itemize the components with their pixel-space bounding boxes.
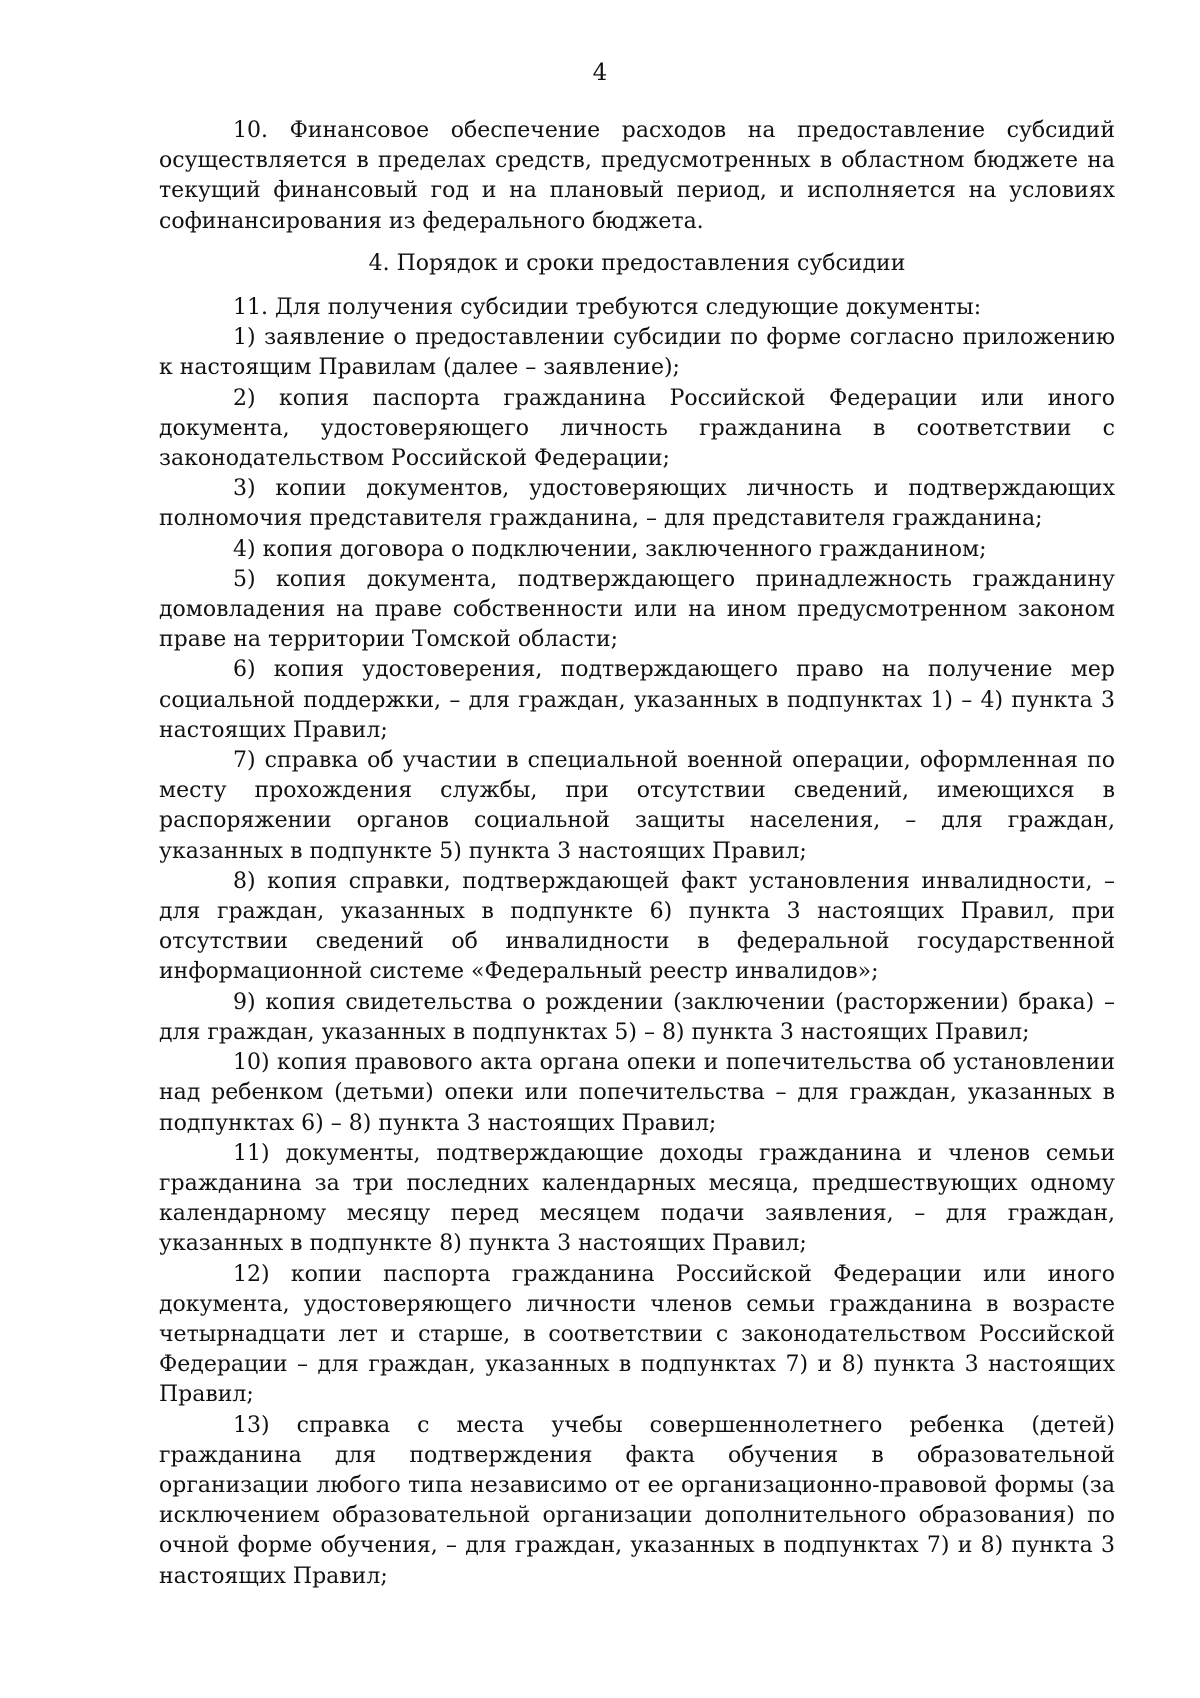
list-item-11: 11) документы, подтверждающие доходы гражданина и членов семьи гражданина за три последних календарных месяца, предшествующих одному календарному месяцу перед месяцем подачи заявления, – для граждан, указанных в подпункте 8) пункта 3 настоящих Правил; xyxy=(159,1140,1115,1257)
page-number: 4 xyxy=(592,60,608,86)
section-heading: 4. Порядок и сроки предоставления субсидии xyxy=(368,250,906,276)
list-item-2: 2) копия паспорта гражданина Российской Федерации или иного документа, удостоверяющего личность гражданина в соответствии с законодательством Российской Федерации; xyxy=(159,385,1115,472)
list-item-13: 13) справка с места учебы совершеннолетнего ребенка (детей) гражданина для подтверждения факта обучения в образовательной организации любого типа независимо от ее организационно-правовой формы (за исключением образовательной организации дополнительного образования) по очной форме обучения, – для граждан, указанных в подпунктах 7) и 8) пункта 3 настоящих Правил; xyxy=(159,1412,1115,1589)
document-body xyxy=(159,116,1115,1592)
list-item-12: 12) копии паспорта гражданина Российской Федерации или иного документа, удостоверяющего личности членов семьи гражданина в возрасте четырнадцати лет и старше, в соответствии с законодательством Российской Федерации – для граждан, указанных в подпунктах 7) и 8) пункта 3 настоящих Правил; xyxy=(159,1261,1115,1408)
list-item-6: 6) копия удостоверения, подтверждающего право на получение мер социальной поддержки, – для граждан, указанных в подпунктах 1) – 4) пункта 3 настоящих Правил; xyxy=(159,657,1115,743)
paragraph-11: 11. Для получения субсидии требуются следующие документы: xyxy=(233,295,982,321)
list-item-8: 8) копия справки, подтверждающей факт установления инвалидности, – для граждан, указанных в подпункте 6) пункта 3 настоящих Правил, при отсутствии сведений об инвалидности в федеральной государственной информационной системе «Федеральный реестр инвалидов»; xyxy=(159,868,1115,985)
list-item-9: 9) копия свидетельства о рождении (заключении (расторжении) брака) – для граждан, указанных в подпунктах 5) – 8) пункта 3 настоящих Правил; xyxy=(159,989,1115,1045)
list-item-5: 5) копия документа, подтверждающего принадлежность гражданину домовладения на праве собственности или на ином предусмотренном законом праве на территории Томской области; xyxy=(159,566,1115,653)
list-item-1: 1) заявление о предоставлении субсидии по форме согласно приложению к настоящим Правилам (далее – заявление); xyxy=(159,325,1115,381)
list-item-3: 3) копии документов, удостоверяющих личность и подтверждающих полномочия представителя гражданина, – для представителя гражданина; xyxy=(159,476,1115,532)
list-item-10: 10) копия правового акта органа опеки и попечительства об установлении над ребенком (детьми) опеки или попечительства – для граждан, указанных в подпунктах 6) – 8) пункта 3 настоящих Правил; xyxy=(159,1050,1115,1136)
list-item-4: 4) копия договора о подключении, заключенного гражданином; xyxy=(233,536,987,562)
paragraph-10: 10. Финансовое обеспечение расходов на предоставление субсидий осуществляется в пределах средств, предусмотренных в областном бюджете на текущий финансовый год и на плановый период, и исполняется на условиях софинансирования из федерального бюджета. xyxy=(159,118,1115,234)
list-item-7: 7) справка об участии в специальной военной операции, оформленная по месту прохождения службы, при отсутствии сведений, имеющихся в распоряжении органов социальной защиты населения, – для граждан, указанных в подпункте 5) пункта 3 настоящих Правил; xyxy=(159,748,1115,864)
